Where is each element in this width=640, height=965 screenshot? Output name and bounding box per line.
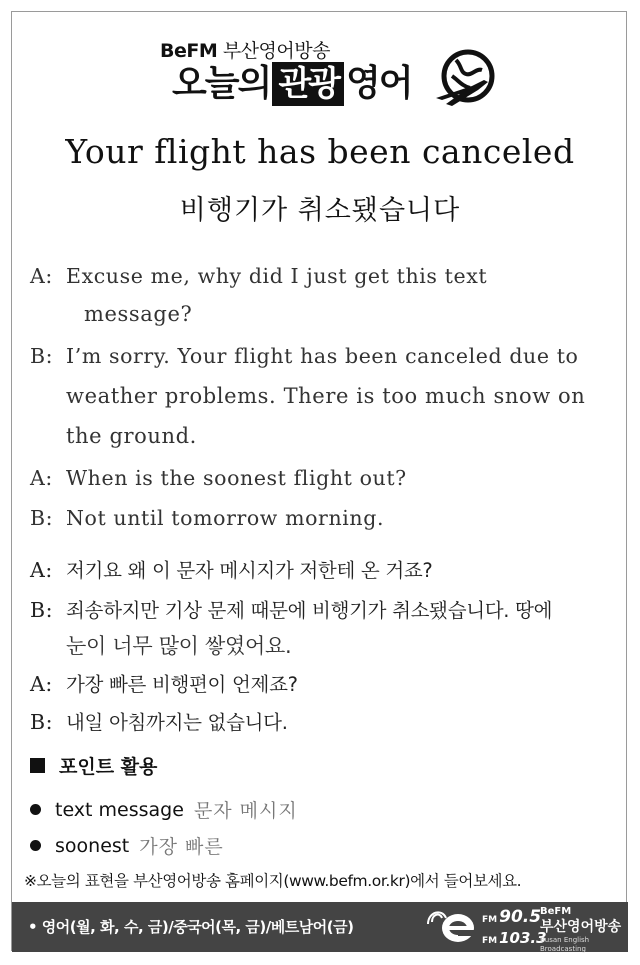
dialogue-text: Not until tomorrow morning. [66,506,385,530]
program-logo [172,60,412,108]
dialogue-en-line [30,498,384,538]
speaker: B: [30,506,54,530]
fm2-label: FM [482,936,498,946]
fm1-label: FM [482,915,498,925]
dialogue-text: 가장 빠른 비행편이 언제죠? [66,673,298,696]
dialogue-en-line [30,458,407,498]
square-bullet-icon [30,758,45,773]
station-name [540,906,628,954]
globe-airplane-icon [432,46,500,114]
point-item-en: soonest [55,834,130,857]
header [12,12,628,122]
logo-pre: 오늘의 [172,63,271,104]
station-en: BeFM [540,906,572,917]
befm-e-logo-icon [424,908,478,946]
footer-bar [12,902,628,952]
speaker: B: [30,344,54,368]
point-item [30,832,224,859]
title-korean: 비행기가 취소됐습니다 [179,195,461,226]
dialogue-text: Excuse me, why did I just get this text [66,264,488,288]
dialogue-en-continuation: the ground. [66,424,197,448]
station-sub: Busan English Broadcasting [540,936,590,953]
dialogue-text: When is the soonest flight out? [66,466,407,490]
dialogue-ko-line [30,664,298,705]
dialogue-ko-line [30,702,288,743]
article-frame [11,11,627,951]
point-item [30,796,298,823]
point-item-ko: 가장 빠른 [139,836,224,858]
dialogue-ko-line [30,590,552,631]
fm2-value: 103.3 [499,929,547,947]
station-ko: 부산영어방송 [540,919,622,935]
dialogue-en-continuation: message? [84,302,193,326]
speaker: A: [30,672,53,696]
dialogue-en-line [30,256,487,296]
dialogue-en-line [30,336,578,376]
logo-post: 영어 [346,63,412,104]
speaker: A: [30,264,53,288]
speaker: B: [30,710,54,734]
point-heading-text: 포인트 활용 [59,756,158,778]
fm1-value: 90.5 [499,907,542,927]
dialogue-text: 저기요 왜 이 문자 메시지가 저한테 온 거죠? [66,559,433,582]
speaker: B: [30,598,54,622]
logo-box: 관광 [272,62,344,106]
brand-en: BeFM [160,40,218,62]
footer-schedule: • 영어(월, 화, 수, 금)/중국어(목, 금)/베트남어(금) [28,918,354,936]
bullet-dot-icon [30,840,41,851]
title-english: Your flight has been canceled [65,132,575,171]
notice-text: ※오늘의 표현을 부산영어방송 홈페이지(www.befm.or.kr)에서 들어보세요. [24,872,522,890]
dialogue-text: I’m sorry. Your flight has been canceled due to [66,344,579,368]
dialogue-ko-continuation: 눈이 너무 많이 쌓였어요. [66,634,292,658]
point-heading [30,752,157,779]
frequency-block [482,908,547,950]
brand-line [160,36,330,63]
point-item-en: text message [55,798,184,821]
point-item-ko: 문자 메시지 [193,800,298,822]
dialogue-text: 죄송하지만 기상 문제 때문에 비행기가 취소됐습니다. 땅에 [66,599,553,622]
speaker: A: [30,558,53,582]
speaker: A: [30,466,53,490]
dialogue-text: 내일 아침까지는 없습니다. [66,711,288,734]
brand-ko: 부산영어방송 [222,40,330,62]
bullet-dot-icon [30,804,41,815]
dialogue-en-continuation: weather problems. There is too much snow on [66,384,586,408]
dialogue-ko-line [30,550,432,591]
